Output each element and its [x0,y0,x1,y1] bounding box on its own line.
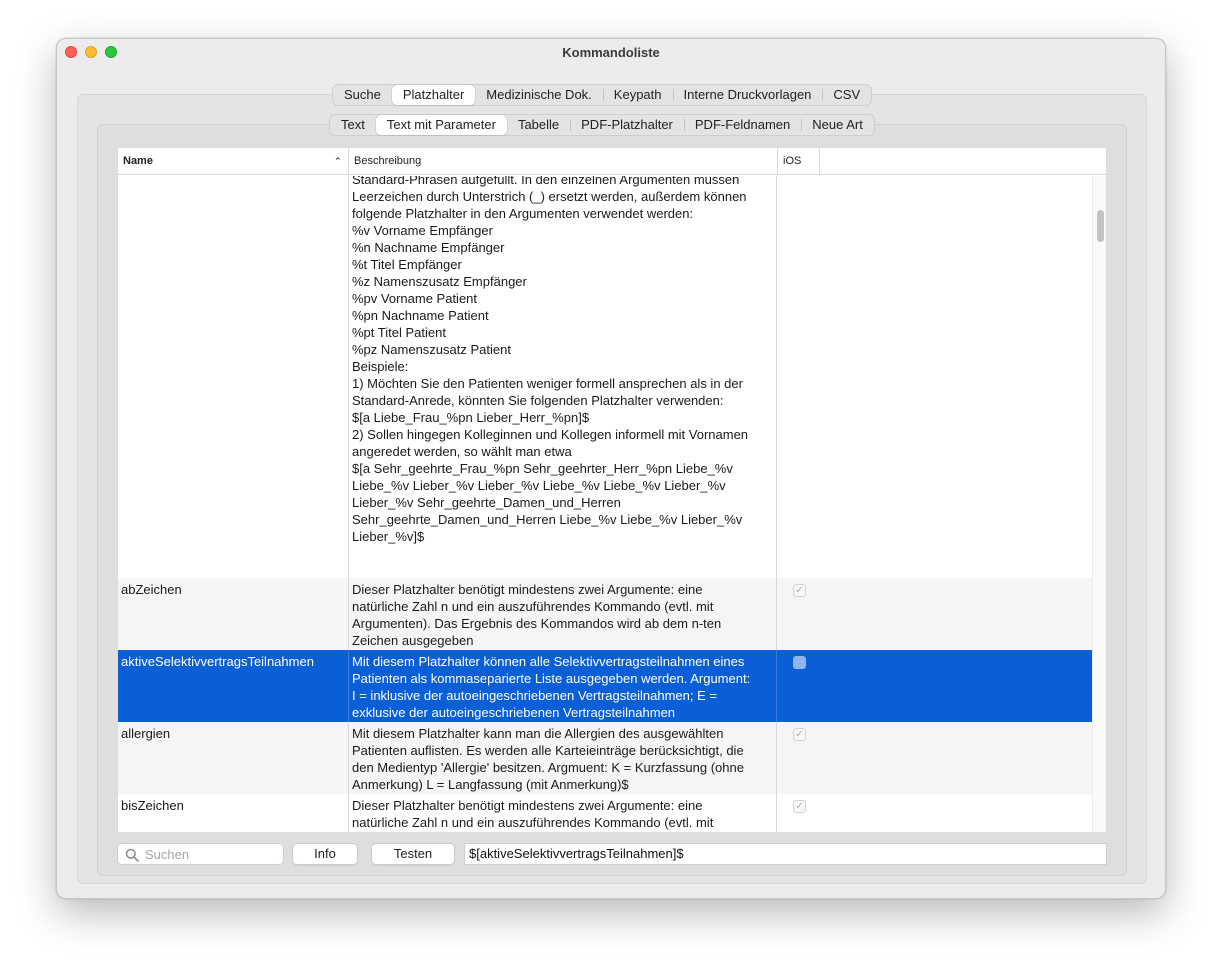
row-description: Mit diesem Platzhalter können alle Selektivvertragsteilnahmen eines Patienten als kommaseparierte Liste ausgegeben werden. Argument: I = inklusive der autoeingeschriebenen Vertragsteilnahmen; E = exklusive der autoeingeschriebenen Vertragsteilnahmen [348,650,777,722]
sub-tab-bar [329,114,875,136]
table-row[interactable] [118,578,1092,650]
ios-checkbox[interactable]: ✓ [793,584,806,597]
table-row-selected[interactable] [118,650,1092,722]
row-description: Mit diesem Platzhalter kann man die Allergien des ausgewählten Patienten auflisten. Es werden alle Karteieinträge berücksichtigt, die den Medientyp 'Allergie' besitzen. Argmuent: K = Kurzfassung (ohne Anmerkung) L = Langfassung (mit Anmerkung)$ [348,722,777,794]
table-row[interactable] [118,722,1092,794]
row-name: abZeichen [121,582,182,597]
column-header-name-label: Name [123,155,153,167]
tab-pdf-feldnamen[interactable]: PDF-Feldnamen [684,115,801,135]
top-tab-bar [332,84,872,106]
tab-suche[interactable]: Suche [344,87,381,102]
table-header [118,148,1106,175]
tab-interne-druckvorlagen[interactable]: Interne Druckvorlagen [673,85,823,105]
ios-checkbox[interactable]: ✓ [793,728,806,741]
test-button[interactable]: Testen [371,843,455,865]
row-name: allergien [121,726,171,741]
tab-text-mit-parameter[interactable]: Text mit Parameter [376,115,507,135]
row-ios-cell [777,578,1092,650]
row-name: aktiveSelektivvertragsTeilnahmen [121,654,314,669]
row-description: Dieser Platzhalter benötigt mindestens zwei Argumente: eine natürliche Zahl n und ein auszuführendes Kommando (evtl. mit [348,794,777,833]
row-ios-cell [777,722,1092,794]
window-title: Kommandoliste [562,45,660,60]
command-field[interactable]: $[aktiveSelektivvertragsTeilnahmen]$ [464,843,1107,865]
tab-text[interactable]: Text [341,117,365,132]
row-ios-cell [777,650,1092,722]
title-bar [57,39,1165,67]
tab-keypath[interactable]: Keypath [603,85,673,105]
ios-checkbox[interactable] [793,656,806,669]
ios-checkbox[interactable]: ✓ [793,800,806,813]
row-name [118,176,348,578]
tab-pdf-platzhalter[interactable]: PDF-Platzhalter [570,115,684,135]
row-description: Standard-Phrasen aufgefüllt. In den einzelnen Argumenten müssen Leerzeichen durch Unterstrich (_) ersetzt werden, außerdem können folgende Platzhalter in den Argumenten verwendet werden: %v Vorname Empfänger %n Nachname Empfänger %t Titel Empfänger %z Namenszusatz Empfänger %pv Vorname Patient %pn Nachname Patient %pt Titel Patient %pz Namenszusatz Patient Beispiele: 1) Möchten Sie den Patienten weniger formell ansprechen als in der Standard-Anrede, könnten Sie folgenden Platzhalter verwenden: $[a Liebe_Frau_%pn Lieber_Herr_%pn]$ 2) Sollen hingegen Kolleginnen und Kollegen informell mit Vornamen angeredet werden, so wählt man etwa $[a Sehr_geehrte_Frau_%pn Sehr_geehrter_Herr_%pn Liebe_%v Liebe_%v Lieber_%v Lieber_%v Liebe_%v Liebe_%v Lieber_%v Lieber_%v Sehr_geehrte_Damen_und_Herren Sehr_geehrte_Damen_und_Herren Liebe_%v Liebe_%v Lieber_%v Lieber_%v]$ [348,176,777,578]
column-header-ios[interactable]: iOS [777,148,819,175]
tab-medizinische-dok[interactable]: Medizinische Dok. [486,87,592,102]
sort-ascending-icon: ⌃ [334,156,342,166]
row-name: bisZeichen [121,798,184,813]
search-placeholder: Suchen [145,847,190,862]
tab-platzhalter[interactable]: Platzhalter [392,85,475,105]
table-row[interactable] [118,794,1092,833]
column-header-name[interactable] [118,148,348,175]
table-row[interactable] [118,176,1092,578]
window [56,38,1166,899]
tab-neue-art[interactable]: Neue Art [801,115,874,135]
column-header-spacer [819,148,1092,175]
vertical-scrollbar[interactable] [1092,176,1107,833]
info-button[interactable]: Info [292,843,358,865]
table-body [118,176,1092,833]
search-icon [125,848,139,862]
row-description: Dieser Platzhalter benötigt mindestens zwei Argumente: eine natürliche Zahl n und ein auszuführendes Kommando (evtl. mit Argumenten). Das Ergebnis des Kommandos wird ab dem n-ten Zeichen ausgegeben [348,578,777,650]
row-ios-cell [777,794,1092,833]
row-ios-cell [777,176,1092,578]
scrollbar-thumb[interactable] [1097,210,1104,242]
tab-csv[interactable]: CSV [822,85,871,105]
column-header-description[interactable]: Beschreibung [348,148,777,175]
bottom-bar [117,842,1107,866]
search-field[interactable] [117,843,284,865]
command-table [117,147,1107,833]
tab-tabelle[interactable]: Tabelle [517,117,560,132]
